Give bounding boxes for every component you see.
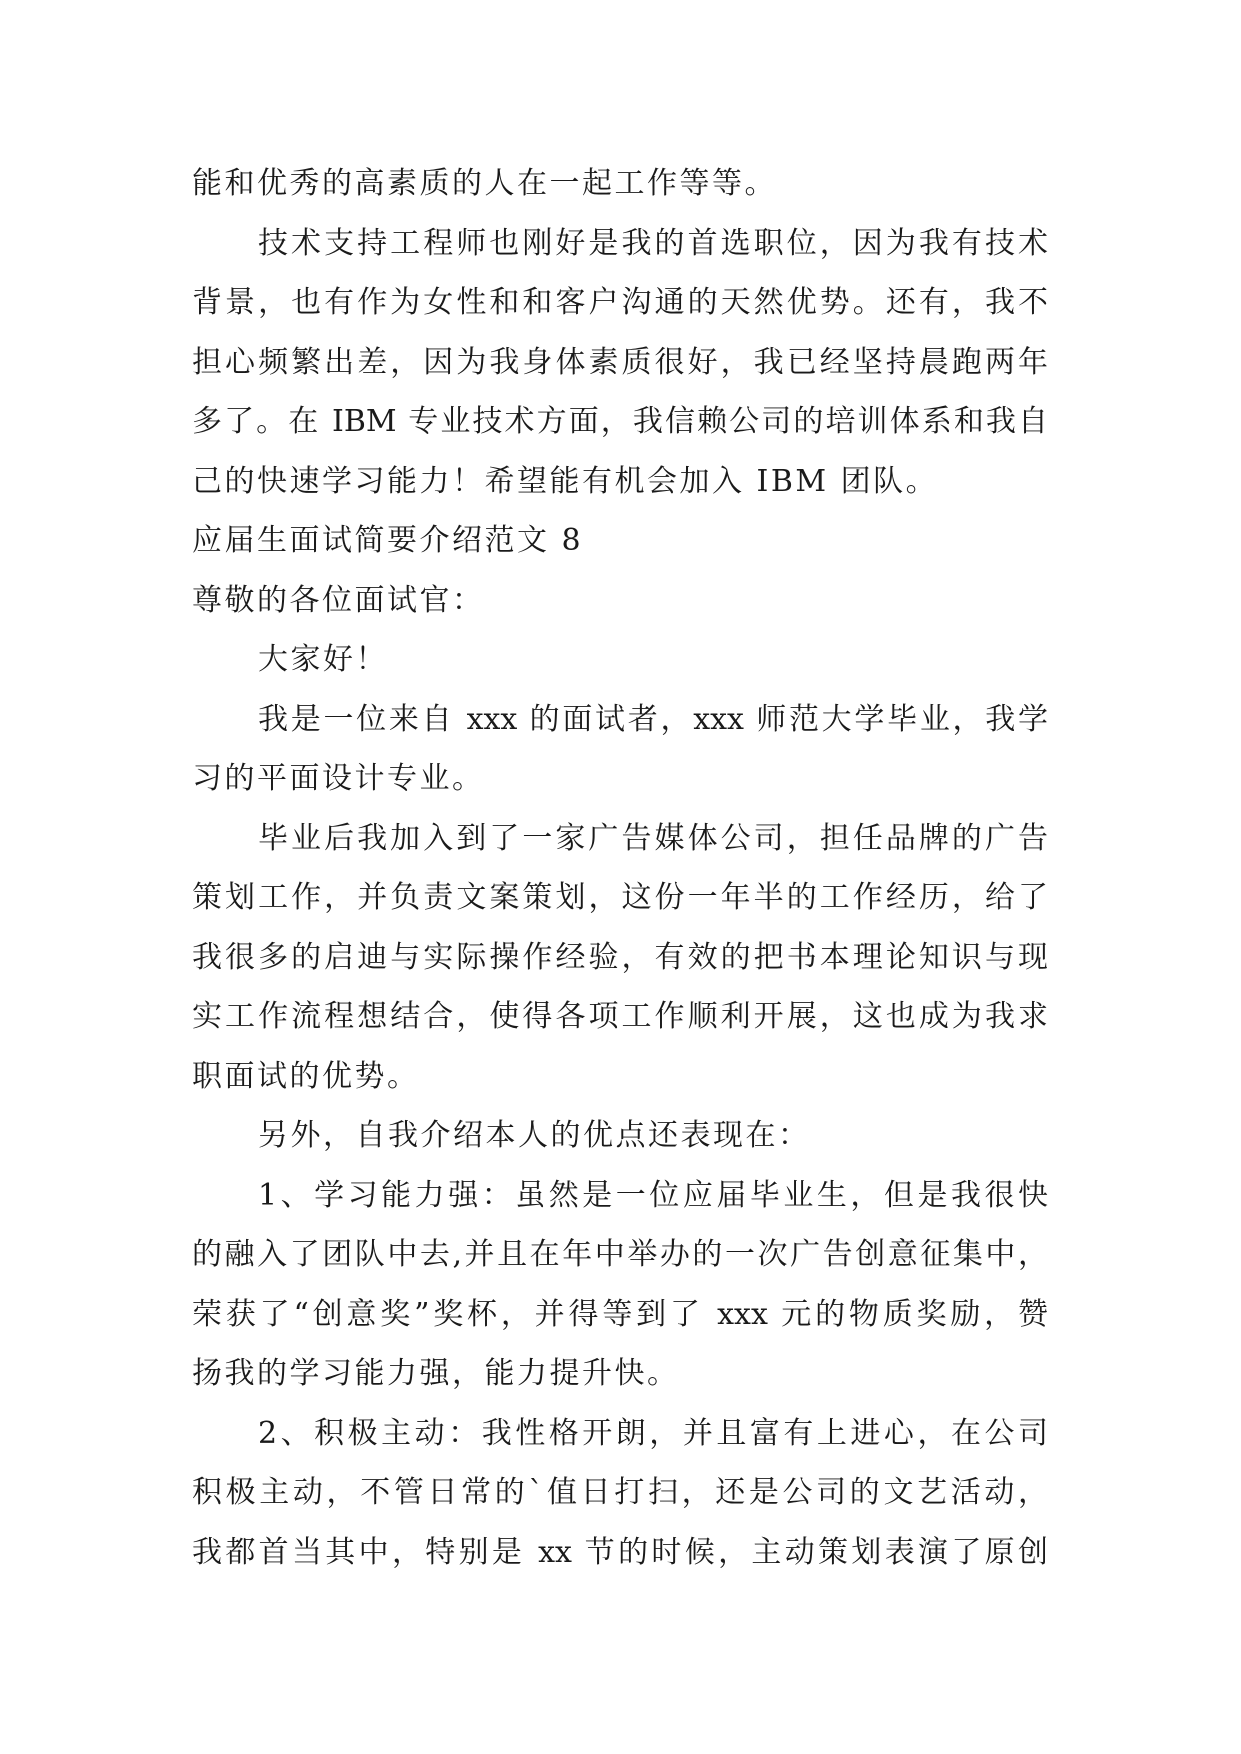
text-line: 我很多的启迪与实际操作经验，有效的把书本理论知识与现 [192, 939, 1048, 975]
text-line: 策划工作，并负责文案策划，这份一年半的工作经历，给了 [192, 880, 1048, 915]
document-body [192, 154, 1048, 1582]
section-heading: 应届生面试简要介绍范文 8 [192, 523, 584, 558]
paragraph-first-line: 毕业后我加入到了一家广告媒体公司，担任品牌的广告 [258, 820, 1048, 856]
text-line: 的融入了团队中去,并且在年中举办的一次广告创意征集中， [192, 1237, 1048, 1272]
text-line: 背景，也有作为女性和和客户沟通的天然优势。还有，我不 [192, 285, 1048, 320]
list-item-first-line: 2、积极主动：我性格开朗，并且富有上进心，在公司 [258, 1415, 1048, 1451]
text-line: 我都首当其中，特别是 xx 节的时候，主动策划表演了原创 [192, 1534, 1048, 1570]
paragraph-first-line: 技术支持工程师也刚好是我的首选职位，因为我有技术 [258, 225, 1048, 261]
text-line: 担心频繁出差，因为我身体素质很好，我已经坚持晨跑两年 [192, 344, 1048, 380]
text-line: 扬我的学习能力强，能力提升快。 [192, 1356, 680, 1391]
text-line: 己的快速学习能力！希望能有机会加入 IBM 团队。 [192, 463, 939, 499]
paragraph-first-line: 另外，自我介绍本人的优点还表现在： [258, 1118, 811, 1153]
paragraph-first-line: 我是一位来自 xxx 的面试者，xxx 师范大学毕业，我学 [258, 701, 1048, 737]
list-item-first-line: 1、学习能力强：虽然是一位应届毕业生，但是我很快 [258, 1177, 1048, 1213]
text-line: 多了。在 IBM 专业技术方面，我信赖公司的培训体系和我自 [192, 404, 1048, 439]
salutation: 尊敬的各位面试官： [192, 582, 485, 618]
text-line: 能和优秀的高素质的人在一起工作等等。 [192, 166, 777, 201]
greeting: 大家好！ [258, 642, 388, 677]
text-line: 积极主动，不管日常的`值日打扫，还是公司的文艺活动， [192, 1475, 1048, 1510]
text-line: 实工作流程想结合，使得各项工作顺利开展，这也成为我求 [192, 999, 1048, 1034]
text-line: 习的平面设计专业。 [192, 761, 485, 796]
text-line: 荣获了“创意奖”奖杯，并得等到了 xxx 元的物质奖励，赞 [192, 1296, 1048, 1332]
text-line: 职面试的优势。 [192, 1058, 420, 1094]
